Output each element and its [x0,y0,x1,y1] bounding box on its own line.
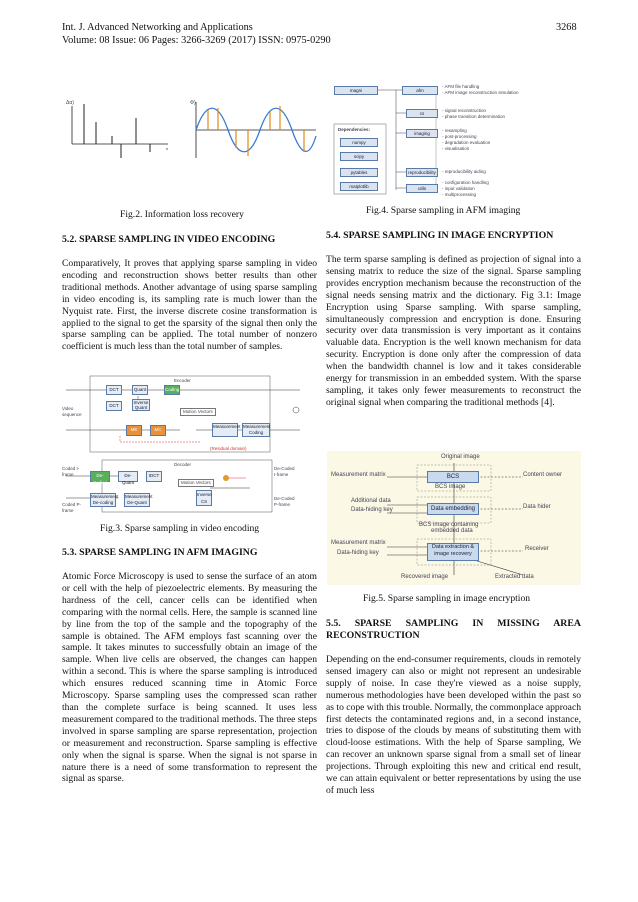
fig3-me-box: ME [126,425,142,436]
fig3-caption: Fig.3. Sparse sampling in video encoding [100,523,260,534]
fig4-cs-note-2: - phase transition determination [442,114,506,119]
fig4-afm-box: afm [402,86,438,95]
fig3-measurement-coding-box: Measurement Coding [243,424,271,435]
fig4-magni-box: magni [334,86,378,95]
fig5-data-embedding-box: Data embedding [427,503,479,515]
fig3-measurement-dequant-box: Measurement De-Quant [125,494,153,505]
fig4-afm-note-2: - AFM image reconstruction simulation [442,90,519,95]
volume-info: Volume: 08 Issue: 06 Pages: 3266-3269 (2017) ISSN: 0975-0290 [62,35,331,46]
fig2-caption: Fig.2. Information loss recovery [120,209,244,220]
fig4-dep-numpy: numpy [340,138,378,147]
section-5-5-body: Depending on the end-consumer requirements, clouds in remotely sensed imagery can also or might not represent an undesirable supply of noise. In case they're viewed as a noise supply, numerous methodologies have been developed within the past so as to cope with this trouble. Normally, the commonplace approach first detects the contaminated regions and, in a second instance, tries to dispose of the clouds by means of substituting them with cloud-loose estimations. With the help of Sparse sampling, We can recover an unknown sparse signal from a small set of linear projections. Through exploiting this new and critical end result, we can attain equivalent or better representations by using the use of much less [326,654,581,796]
fig3-decoder-label: Decoder [174,462,192,467]
section-5-3-body: Atomic Force Microscopy is used to sense the surface of an atom or cell with the help of piezoelectric elements. By measuring the hardness of the cell, cancer cells can be identified when comparing with the normal cells. Here, the sample is scanned line by line from the top of the sample and the topography of the sample is obtained. The AFM employs fast scanning over the sample. It takes minutes to successfully obtain an image of the sample. When live cells are observed, the changes can happen within a second. This is where the sparse sampling is introduced which ensures reduced scanning time in Atomic Force Microscopy. Sparse sampling uses the compressed scan rather than the complete surface is being scanned. It uses less measurement compared to the traditional methods. The three steps involved in sparse sampling are sparse representation, projection or measurement and reconstruction. Sparse sampling is effective only when the signal is sparse. When the signal is not sparse in nature there is a need of some transformation to represent the signal as sparse. [62,571,317,785]
fig5-data-hiding-key-2-label: Data-hiding key [337,550,379,556]
section-5-4-heading: 5.4. SPARSE SAMPLING IN IMAGE ENCRYPTION [326,230,554,241]
fig2-left-axis-label: Δα) [66,100,74,106]
fig3-decoding-box: De-Coding [90,471,110,482]
fig4-utils-box: utils [406,184,438,193]
fig5-content-owner-label: Content owner [523,472,563,478]
fig5-measurement-matrix-2-label: Measurement matrix [331,540,386,546]
fig3-mc-box: MC [150,425,166,436]
section-5-3-body-container [62,571,317,785]
section-5-4-body-container [326,254,581,409]
fig3-dct-box-2: DCT [106,401,122,411]
fig3-motion-vectors-decoder-label: Motion Vectors [178,479,214,487]
fig4-reproducibility-box: reproducibility [406,168,438,177]
fig4-dep-scipy: scipy [340,152,378,161]
fig5-extraction-line1: Data extraction & [431,544,475,550]
fig4-cs-box: cs [406,109,438,118]
section-5-3-heading: 5.3. SPARSE SAMPLING IN AFM IMAGING [62,547,258,558]
page-number: 3268 [556,22,577,33]
section-5-2-body-container [62,258,317,353]
fig2-information-loss-plot [66,96,318,166]
section-5-2-body: Comparatively, It proves that applying sparse sampling in video encoding and reconstruction shows better results than other traditional methods. Another advantage of using sparse sampling in video encoding is, its sampling rate is much lower than the Nyquist rate. First, the inverse discrete cosine transformation is applied to the signal to get the sparsity of the signal then only the sparse sampling can be applied. The total number of nonzero coefficient is much less than the total number of samples. [62,258,317,353]
fig5-receiver-label: Receiver [525,546,549,552]
section-5-2-heading: 5.2. SPARSE SAMPLING IN VIDEO ENCODING [62,234,276,245]
fig4-imaging-note-4: - visualisation [442,146,470,151]
fig4-repro-note-1: - reproducibility aiding [442,169,486,174]
fig4-imaging-box: imaging [406,129,438,138]
svg-text:n: n [166,146,169,151]
section-5-5-heading-line1: 5.5. SPARSE SAMPLING IN MISSING AREA [326,618,581,629]
fig2-right-wave-plot [196,102,316,158]
fig3-decoded-pframe-label: De-Coded P-frame [274,496,295,507]
fig4-afm-note-1: - AFM file handling [442,84,480,89]
fig3-coding-box: Coding [164,385,180,395]
fig5-extracted-data-label: Extracted data [495,574,534,580]
fig4-dep-pytables: pytables [340,168,378,177]
fig3-inverse-quant-box: Inverse Quant [133,400,149,410]
fig5-image-encryption-diagram [327,451,581,585]
fig4-afm-module-diagram [330,80,580,200]
fig5-data-hider-label: Data hider [523,504,551,510]
fig5-additional-data-label: Additional data [351,498,391,504]
fig5-embedded-data-label: embedded data [431,528,473,534]
fig3-coded-iframe-label: Coded I-frame [62,466,80,477]
fig3-quant-box: Quant [132,385,148,395]
fig5-caption: Fig.5. Sparse sampling in image encryption [363,593,531,604]
fig3-coded-pframe-label: Coded P-frame [62,502,82,513]
fig3-inverse-cs-box: Inverse CS [197,492,212,504]
fig3-dequant-box: De-Quant [118,471,138,482]
section-5-4-body: The term sparse sampling is defined as projection of signal into a sensing matrix to reduce the size of the signal. Sparse sampling provides encryption mechanism because the reconstruction of the signal needs sensing matrix and the dictionary. Fig 3.1: Image Encryption using Sparse sampling. With sparse sampling, simultaneously compression and encryption is done. Ensuring security over data transmission is very important as it contains valuable data. Encryption is the well known mechanism for data security. Encryption is done only after the compression of data when the bandwidth channel is low and it takes considerable energy for transmission in an embedded system. With the sparse sampling, it takes only fewer measurements to reconstruct the original signal when comparing the traditional methods [4]. [326,254,581,408]
fig3-motion-vectors-label: Motion Vectors [180,408,216,416]
fig4-utils-note-2: - input validation [442,186,475,191]
fig5-extraction-box [427,543,479,561]
fig3-video-encoding-diagram [60,370,316,518]
fig4-utils-note-3: - multiprocessing [442,192,477,197]
fig4-cs-note-1: - signal reconstruction [442,108,487,113]
fig3-input-label: Video sequence [62,406,82,417]
section-5-5-body-container [326,654,581,797]
fig5-extraction-line2: image recovery [434,551,472,557]
section-5-5-heading-line2: RECONSTRUCTION [326,630,420,641]
fig5-bcs-containing-label: BCS image containing [419,522,479,528]
fig3-dct-box-1: DCT [106,385,122,395]
journal-title: Int. J. Advanced Networking and Applications [62,22,253,33]
fig4-dep-matplotlib: matplotlib [340,182,378,191]
fig5-measurement-matrix-label: Measurement matrix [331,472,386,478]
fig5-recovered-image-label: Recovered image [401,574,449,580]
fig3-idct-box: IDCT [146,471,162,482]
fig5-original-image-label: Original image [441,454,480,460]
fig3-measurement-box: Measurement [212,423,238,437]
fig3-measurement-decoding-box: Measurement De-coding [91,494,119,505]
fig4-imaging-note-3: - degradation evaluation [442,140,491,145]
fig5-data-hiding-key-label: Data-hiding key [351,507,393,513]
fig3-decoded-iframe-label: De-Coded I-frame [274,466,295,477]
fig4-utils-note-1: - configuration handling [442,180,489,185]
fig5-bcs-image-label: BCS image [435,484,466,490]
fig5-bcs-box: BCS [427,471,479,483]
fig4-caption: Fig.4. Sparse sampling in AFM imaging [366,205,521,216]
fig2-left-impulse-plot [72,104,168,158]
fig3-residual-note: (Residual domain) [210,446,247,451]
fig4-imaging-note-2: - post-processing [442,134,477,139]
fig2-right-axis-label: Φ) [190,100,196,106]
fig4-imaging-note-1: - resampling [442,128,467,133]
fig4-dependencies-label: Dependencies: [338,127,371,132]
fig3-encoder-label: Encoder [174,378,191,383]
